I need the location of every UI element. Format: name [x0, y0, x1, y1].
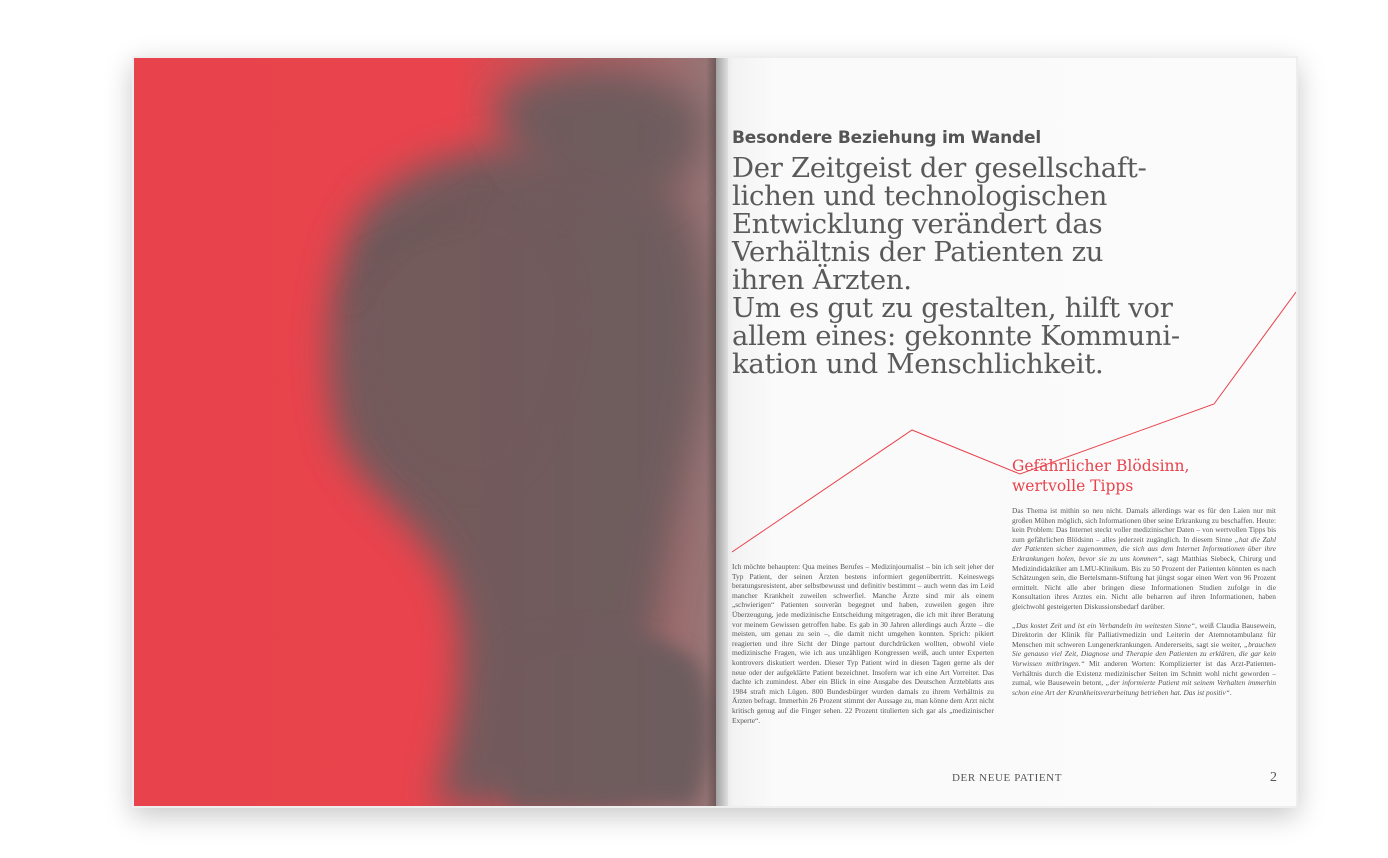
- article-kicker: Besondere Beziehung im Wandel: [732, 128, 1041, 148]
- subhead-line: wertvolle Tipps: [1012, 477, 1134, 495]
- body-paragraph: Ich möchte behaupten: Qua meines Berufes – Medizinjournalist – bin ich seit jeher der Typ Patient, der seinen Ärzten bestens informiert gegenübertritt. Keineswegs beratungsresistent, aber selbstbewusst und definitiv bestimmt – auch wenn das im Leid mancher Krankheit zuweilen schwerfiel. Manche Ärzte sind mir als einem „schwierigen“ Patienten souverän begegnet und haben, zuweilen gegen ihre Überzeugung, jede medizinische Entscheidung mitgetragen, die ich mit ihrer Beratung vor meinem Gewissen getroffen habe. Es gab in 30 Jahren allerdings auch Ärzte – die meisten, um genau zu sein –, die damit nicht umgehen konnten. Sprich: pikiert reagierten und ihre Sicht der Dinge partout durchdrücken wollten, obwohl viele medizinische Fragen, wie ich aus unzähligen Kongressen weiß, auch unter Experten kontrovers diskutiert werden. Dieser Typ Patient wird in diesen Tagen gerne als der neue oder der aufgeklärte Patient bezeichnet. Insofern war ich eine Art Vorreiter. Das dachte ich zumindest. Aber ein Blick in eine Ausgabe des Deutschen Ärzteblatts aus 1984 straft mich Lügen. 800 Bundesbürger wurden damals zu ihrem Verhältnis zu Ärzten befragt. Immerhin 26 Prozent stimmt der Aussage zu, man könne dem Arzt nicht kritisch genug auf die Finger sehen. 22 Prozent titulierten sich gar als „medizinischer Experte“.: [732, 562, 994, 725]
- quote: „brauchen Sie genauso viel Zeit, Diagnose und Therapie den Patienten zu erklären, die gar kein Vorwissen mitbringen.“: [1012, 639, 1276, 668]
- headline-line: Um es gut zu gestalten, hilft vor: [732, 292, 1173, 324]
- body-column-right: [1012, 506, 1276, 706]
- running-footer-title: DER NEUE PATIENT: [952, 772, 1063, 784]
- right-page: [716, 58, 1296, 806]
- left-page-photo: [134, 58, 716, 806]
- duotone-portrait-image: [134, 58, 716, 806]
- headline-line: lichen und technologischen: [732, 180, 1108, 212]
- body-paragraph: Das Thema ist mithin so neu nicht. Damals allerdings war es für den Laien nur mit großen Mühen möglich, sich Informationen über seine Erkrankung zu beschaffen. Heute: kein Problem: Das Internet steckt voller medizinischer Daten – von wertvollen Tipps bis zum gefährlichen Blödsinn – alles jederzeit zugänglich. In diesem Sinne „hat die Zahl der Patienten sicher zugenommen, die sich aus dem Internet Informationen über ihre Erkrankungen holen, bevor sie zu uns kommen“, sagt Matthias Siebeck, Chirurg und Medizindidaktiker am LMU-Klinikum. Bis zu 50 Prozent der Patienten könnten es nach Schätzungen sein, die Bertelsmann-Stiftung hat jüngst sogar einen Wert von 96 Prozent ermittelt. Nicht alle aber bringen diese Informationen Studien zufolge in die Konsultation ihres Arztes ein. Nicht alle beharren auf ihren Informationen, haben gleichwohl gesteigerten Diskussionsbedarf darüber.: [1012, 506, 1277, 611]
- section-subhead: [1012, 456, 1189, 496]
- headline-line: kation und Menschlichkeit.: [732, 348, 1104, 380]
- headline-line: ihren Ärzten.: [732, 264, 912, 296]
- quote: „Das kostet Zeit und ist ein Verhandeln im weitesten Sinne“: [1012, 620, 1196, 630]
- body-paragraph: „Das kostet Zeit und ist ein Verhandeln im weitesten Sinne“, weiß Claudia Bausewein, Direktorin der Klinik für Palliativmedizin und Leiterin der Atemnotambulanz für Menschen mit schweren Lungenerkrankungen. Andererseits, sagt sie weiter, „brauchen Sie genauso viel Zeit, Diagnose und Therapie den Patienten zu erklären, die gar kein Vorwissen mitbringen.“ Mit anderen Worten: Komplizierter ist das Arzt-Patienten-Verhältnis durch die Existenz medizinischer Seiten im Schnitt wohl nicht geworden – zumal, wie Bausewein betont, „der informierte Patient mit seinem Verhalten immerhin schon eine Art der Krankheitsverarbeitung betrieben hat. Das ist positiv“.: [1012, 620, 1277, 697]
- subhead-line: Gefährlicher Blödsinn,: [1012, 457, 1190, 475]
- headline-line: Verhältnis der Patienten zu: [732, 236, 1104, 268]
- headline-line: allem eines: gekonnte Kommuni-: [732, 320, 1180, 352]
- quote: „der informierte Patient mit seinem Verhalten immerhin schon eine Art der Krankheitsverarbeitung betrieben hat. Das ist positiv“: [1012, 678, 1277, 697]
- quote: „hat die Zahl der Patienten sicher zugenommen, die sich aus dem Internet Informationen über ihre Erkrankungen holen, bevor sie zu uns kommen“: [1012, 534, 1276, 563]
- article-headline: [732, 154, 1242, 378]
- body-column-left: [732, 562, 994, 734]
- page-number: 2: [1270, 770, 1277, 785]
- book-gutter-shadow: [706, 58, 728, 806]
- headline-line: Entwicklung verändert das: [732, 208, 1103, 240]
- headline-line: Der Zeitgeist der gesellschaft-: [732, 152, 1147, 184]
